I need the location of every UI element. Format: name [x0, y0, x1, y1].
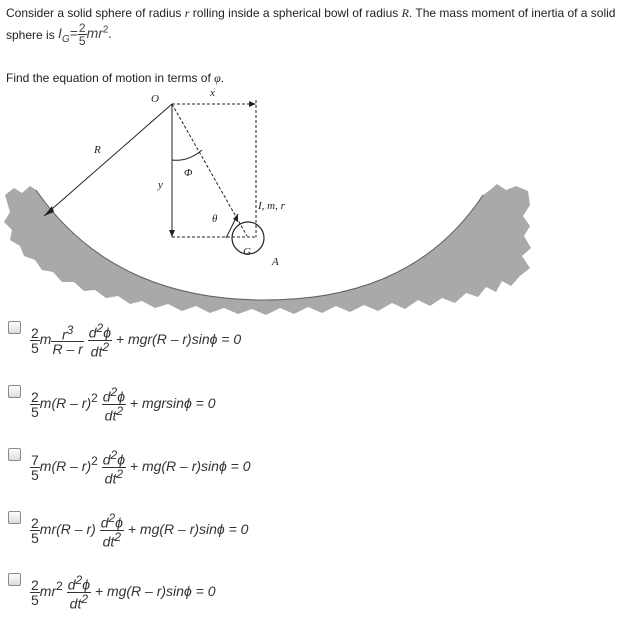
option-a-num: 2 — [31, 324, 39, 341]
option-c-den: 5 — [31, 466, 39, 483]
option-b-checkbox[interactable] — [8, 385, 21, 398]
option-b-phi: ϕ — [117, 388, 125, 405]
label-y: y — [158, 179, 163, 191]
x-arrow-icon — [249, 101, 256, 107]
option-d-dt: dt — [102, 533, 115, 550]
option-b[interactable] — [0, 382, 619, 442]
option-a-dt-exp: 2 — [102, 339, 110, 354]
option-e-dt: dt — [69, 595, 82, 612]
option-c-formula — [30, 449, 250, 485]
inertia-num: 2 — [78, 21, 86, 35]
option-c-deriv — [102, 449, 126, 485]
option-e-formula — [30, 574, 215, 610]
option-a-phi: ϕ — [103, 324, 111, 341]
question-line-1 — [6, 6, 615, 21]
option-b-pre-exp: 2 — [91, 391, 98, 406]
var-r: r — [184, 6, 190, 20]
option-a-formula — [30, 322, 241, 358]
option-a[interactable] — [0, 318, 619, 378]
option-c[interactable] — [0, 445, 619, 505]
question-line-2 — [6, 22, 112, 52]
option-d-formula — [30, 512, 248, 548]
option-c-checkbox[interactable] — [8, 448, 21, 461]
question-text-1c: . The mass moment of inertia of a solid — [408, 6, 616, 20]
option-c-pre-exp: 2 — [91, 454, 98, 469]
option-e-dt-exp: 2 — [81, 591, 89, 606]
option-e-pre-exp: 2 — [56, 579, 63, 594]
bowl-diagram — [0, 85, 619, 315]
inertia-end: . — [108, 25, 113, 42]
option-c-num: 7 — [31, 451, 39, 468]
inertia-eq: = — [69, 25, 78, 42]
inertia-rhs: mr — [86, 25, 103, 42]
option-e-deriv — [67, 574, 91, 610]
prompt-end: . — [220, 71, 225, 85]
option-e-d-exp: 2 — [75, 573, 83, 587]
option-c-d: d — [102, 451, 111, 468]
option-b-pre: m(R – r) — [39, 394, 92, 411]
option-d-phi: ϕ — [115, 514, 123, 531]
option-a-den: 5 — [31, 339, 39, 356]
option-a-dt: dt — [90, 343, 103, 360]
option-c-rest: + mg(R – r)sinϕ = 0 — [129, 457, 251, 474]
option-e-d: d — [67, 576, 76, 593]
option-d-deriv — [100, 512, 124, 548]
option-c-dt: dt — [104, 470, 117, 487]
label-R: R — [94, 144, 101, 156]
option-d-rest: + mg(R – r)sinϕ = 0 — [127, 520, 249, 537]
option-b-den: 5 — [31, 403, 39, 420]
option-d-den: 5 — [31, 529, 39, 546]
inertia-formula — [58, 22, 112, 47]
label-A: A — [272, 256, 279, 268]
option-b-frac — [30, 390, 40, 419]
option-d-checkbox[interactable] — [8, 511, 21, 524]
label-theta: θ — [212, 213, 218, 225]
inertia-den: 5 — [78, 34, 86, 48]
label-imr: I, m, r — [258, 200, 285, 212]
option-d[interactable] — [0, 508, 619, 568]
prompt-text: Find the equation of motion in terms of — [6, 71, 211, 85]
option-e[interactable] — [0, 570, 619, 630]
question-text-1: Consider a solid sphere of radius — [6, 6, 182, 20]
label-x: x — [210, 87, 215, 99]
option-a-frac — [30, 326, 40, 355]
option-d-dt-exp: 2 — [114, 529, 122, 544]
var-R: R — [401, 6, 409, 20]
option-c-dt-exp: 2 — [116, 466, 124, 481]
option-b-dt: dt — [104, 407, 117, 424]
inertia-exp: 2 — [102, 24, 109, 36]
option-a-d-exp: 2 — [96, 321, 104, 335]
option-c-pre: m(R – r) — [39, 457, 92, 474]
option-e-phi: ϕ — [82, 576, 90, 593]
inertia-frac — [78, 22, 87, 47]
option-b-d: d — [102, 388, 111, 405]
option-e-den: 5 — [31, 591, 39, 608]
option-a-r3-exp: 3 — [66, 322, 74, 337]
prompt-var: φ — [214, 71, 221, 85]
label-G: G — [243, 246, 251, 258]
question-text-2: sphere is — [6, 27, 55, 42]
option-a-d: d — [88, 324, 97, 341]
option-b-num: 2 — [31, 388, 39, 405]
option-d-num: 2 — [31, 514, 39, 531]
option-e-rest: + mg(R – r)sinϕ = 0 — [94, 582, 216, 599]
option-e-frac — [30, 578, 40, 607]
option-a-checkbox[interactable] — [8, 321, 21, 334]
option-a-rfrac — [51, 324, 83, 357]
option-e-num: 2 — [31, 576, 39, 593]
question-prompt — [6, 71, 224, 86]
option-b-deriv — [102, 386, 126, 422]
option-b-d-exp: 2 — [110, 385, 118, 399]
option-b-formula — [30, 386, 215, 422]
option-b-rest: + mgrsinϕ = 0 — [129, 394, 216, 411]
option-d-frac — [30, 516, 40, 545]
inertia-sub: G — [61, 34, 70, 45]
label-phi: Φ — [184, 167, 193, 179]
option-c-d-exp: 2 — [110, 448, 118, 462]
option-e-pre: mr — [39, 582, 57, 599]
label-O: O — [151, 93, 159, 105]
option-d-pre: mr(R – r) — [39, 520, 96, 537]
option-c-frac — [30, 453, 40, 482]
option-a-rest: + mgr(R – r)sinϕ = 0 — [115, 330, 242, 347]
option-e-checkbox[interactable] — [8, 573, 21, 586]
option-a-deriv — [88, 322, 112, 358]
option-c-phi: ϕ — [117, 451, 125, 468]
phi-arc — [172, 150, 202, 160]
option-a-RminR: R – r — [52, 341, 83, 358]
option-a-m: m — [39, 330, 52, 347]
question-text-1b: rolling inside a spherical bowl of radius — [192, 6, 399, 20]
option-b-dt-exp: 2 — [116, 403, 124, 418]
option-d-d: d — [100, 514, 109, 531]
option-a-r3: r — [61, 326, 67, 343]
option-d-d-exp: 2 — [108, 511, 116, 525]
inertia-I: I — [58, 25, 62, 42]
